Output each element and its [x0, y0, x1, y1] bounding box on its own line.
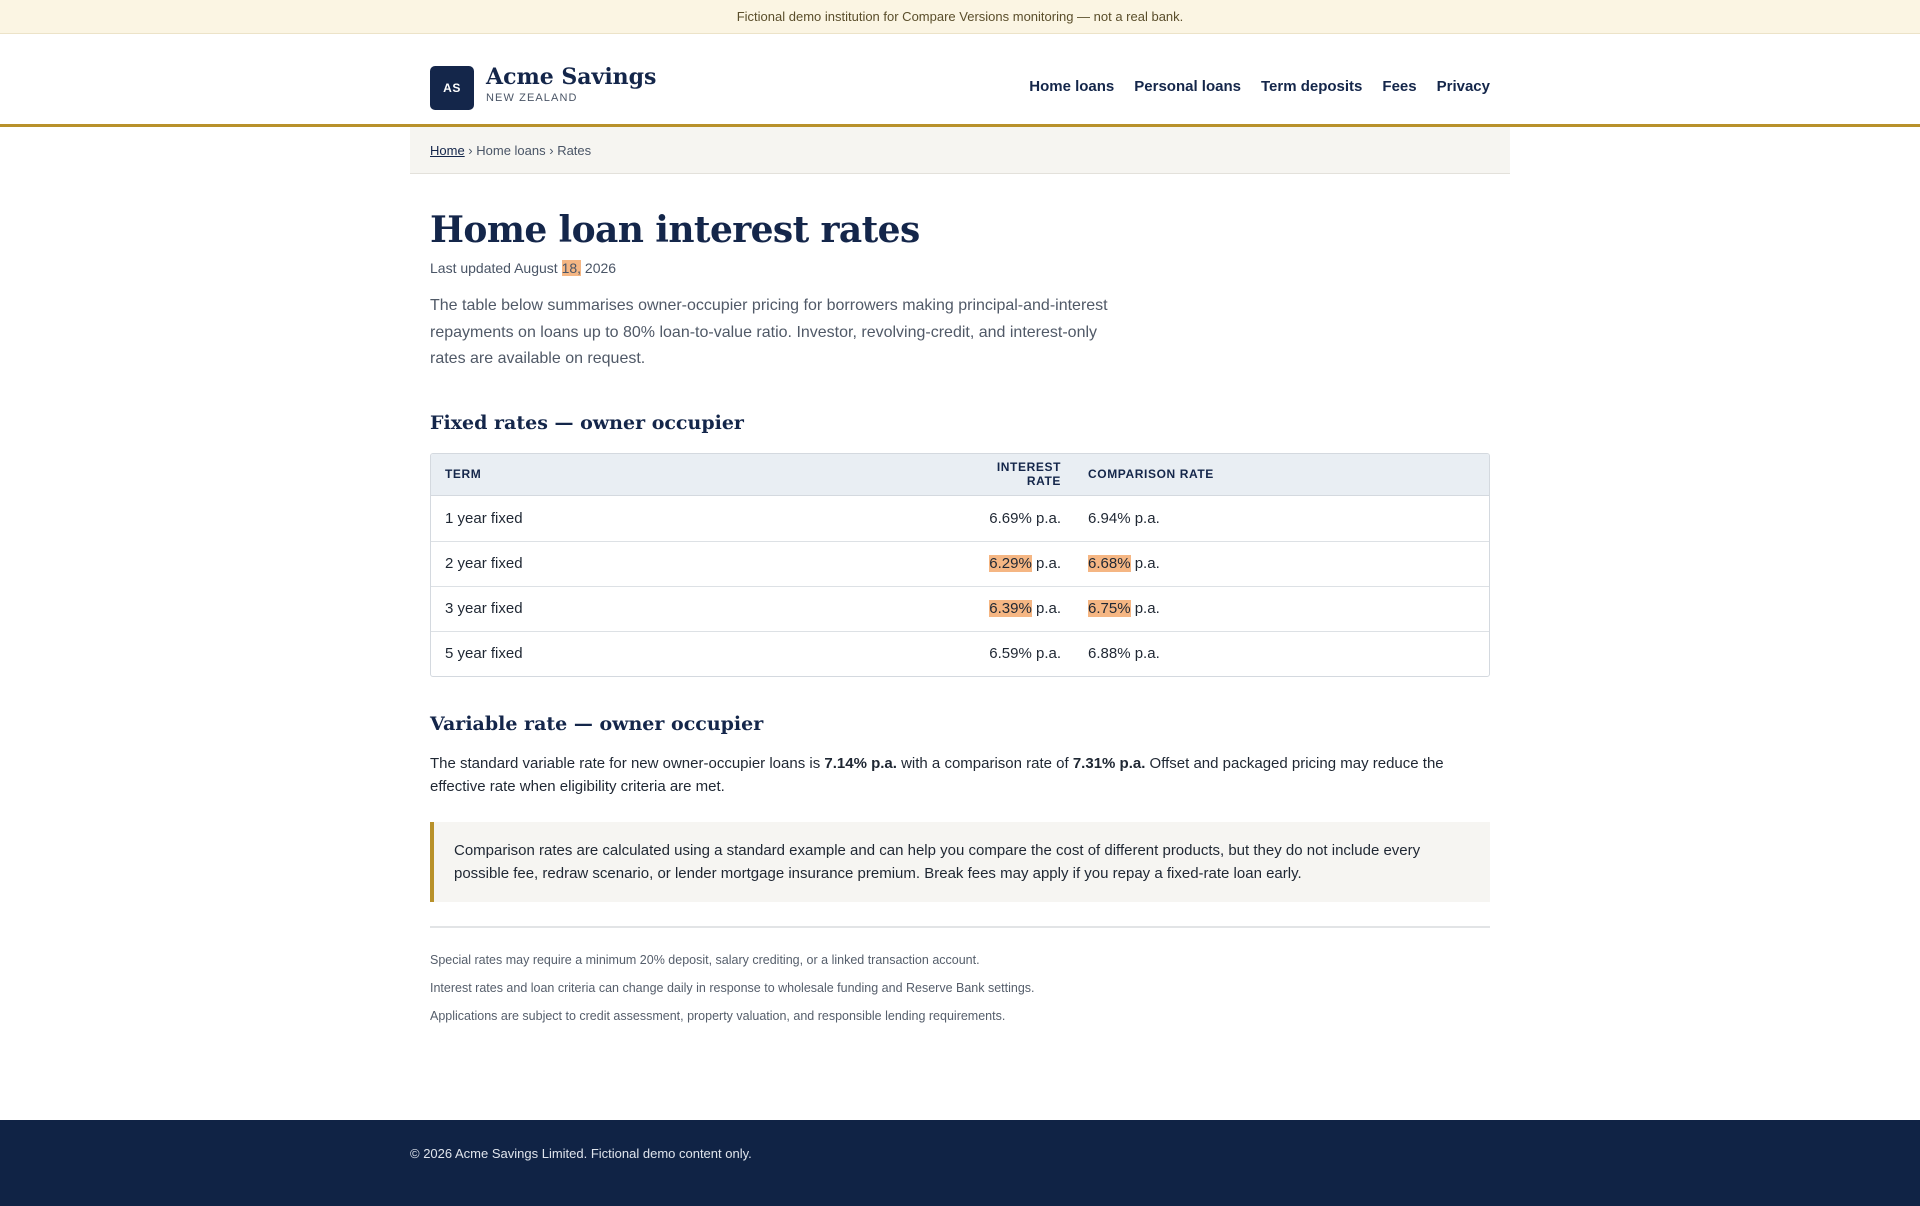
last-updated-prefix: Last updated August	[430, 260, 562, 276]
rate-suffix: p.a.	[1031, 645, 1061, 662]
interest-rate-value: 6.29%	[989, 555, 1032, 572]
interest-rate-value: 6.39%	[989, 600, 1032, 617]
fine-print-item: Special rates may require a minimum 20% deposit, salary crediting, or a linked transaction account.	[430, 952, 980, 967]
site-header	[0, 34, 1920, 127]
term-cell: 5 year fixed	[445, 645, 523, 662]
rate-suffix: p.a.	[1031, 600, 1061, 617]
breadcrumb-home-loans: Home loans	[476, 143, 546, 158]
term-cell: 1 year fixed	[445, 509, 523, 527]
comparison-rate-value: 6.75%	[1088, 600, 1131, 617]
table-row	[431, 496, 1489, 541]
rate-suffix: p.a.	[1130, 645, 1160, 662]
variable-comparison-value: 7.31% p.a.	[1072, 754, 1146, 772]
interest-rate-cell	[961, 600, 1061, 617]
brand-subtitle: NEW ZEALAND	[486, 92, 578, 104]
demo-banner	[0, 0, 1920, 34]
variable-rate-value: 7.14% p.a.	[824, 754, 897, 772]
divider	[430, 926, 1490, 928]
term-cell: 2 year fixed	[445, 555, 523, 572]
table-header-row	[431, 454, 1489, 496]
brand[interactable]	[486, 64, 656, 104]
variable-text-2: with a comparison rate of	[896, 754, 1073, 772]
last-updated-day: 18,	[561, 260, 582, 276]
column-header-term: TERM	[445, 467, 482, 481]
rate-suffix: p.a.	[1130, 600, 1160, 617]
fine-print	[430, 946, 1490, 1030]
breadcrumb-bar	[410, 127, 1510, 174]
demo-banner-text: Fictional demo institution for Compare Versions monitoring — not a real bank.	[736, 9, 1184, 24]
breadcrumb-current: Rates	[557, 143, 592, 158]
nav-personal-loans[interactable]: Personal loans	[1134, 78, 1241, 95]
fine-print-item: Applications are subject to credit assessment, property valuation, and responsible lending requirements.	[430, 1008, 1006, 1023]
comparison-rate-note: Comparison rates are calculated using a standard example and can help you compare the cost of different products, but they do not include every possible fee, redraw scenario, or lender mortgage insurance premium. Break fees may apply if you repay a fixed-rate loan early.	[430, 822, 1490, 902]
comparison-rate-cell	[1061, 600, 1489, 617]
rate-suffix: p.a.	[1031, 555, 1061, 572]
intro-paragraph: The table below summarises owner-occupier pricing for borrowers making principal-and-interest repayments on loans up to 80% loan-to-value ratio. Investor, revolving-credit, and interest-only rates are available on request.	[430, 297, 1108, 367]
breadcrumb-separator: ›	[545, 143, 558, 158]
nav-fees[interactable]: Fees	[1382, 78, 1417, 95]
interest-rate-cell	[961, 555, 1061, 572]
footer-text: © 2026 Acme Savings Limited. Fictional demo content only.	[410, 1146, 752, 1161]
column-header-interest-rate: INTEREST RATE	[996, 460, 1061, 488]
interest-rate-value: 6.59%	[989, 645, 1032, 662]
comparison-rate-cell	[1061, 555, 1489, 572]
breadcrumb-separator: ›	[464, 143, 477, 158]
fixed-rates-table	[430, 453, 1490, 677]
variable-text-3: Offset and packaged pricing may reduce the effective rate when eligibility criteria are met.	[430, 754, 1444, 795]
interest-rate-cell	[961, 645, 1061, 662]
interest-rate-value: 6.69%	[989, 509, 1032, 527]
term-cell: 3 year fixed	[445, 600, 523, 617]
brand-name: Acme Savings	[486, 64, 657, 90]
nav-term-deposits[interactable]: Term deposits	[1260, 78, 1363, 95]
site-footer	[0, 1120, 1920, 1206]
comparison-rate-cell	[1061, 510, 1489, 527]
fixed-rates-heading: Fixed rates — owner occupier	[430, 411, 744, 434]
table-row	[431, 631, 1489, 676]
page-title: Home loan interest rates	[430, 209, 920, 251]
nav-home-loans[interactable]: Home loans	[1029, 78, 1115, 95]
comparison-rate-value: 6.68%	[1088, 555, 1131, 572]
nav-privacy[interactable]: Privacy	[1436, 78, 1490, 95]
comparison-rate-cell	[1061, 645, 1489, 662]
table-row	[431, 586, 1489, 631]
main-content	[430, 174, 1490, 1030]
variable-rate-heading: Variable rate — owner occupier	[430, 712, 764, 735]
rate-suffix: p.a.	[1130, 555, 1160, 572]
comparison-rate-value: 6.94%	[1088, 509, 1131, 527]
main-nav	[1029, 78, 1490, 95]
column-header-comparison-rate: COMPARISON RATE	[1088, 467, 1214, 481]
table-row	[431, 541, 1489, 586]
breadcrumb-home[interactable]: Home	[430, 143, 465, 158]
variable-text-1: The standard variable rate for new owner-occupier loans is	[430, 754, 825, 772]
interest-rate-cell	[961, 510, 1061, 527]
last-updated-year: 2026	[581, 260, 617, 276]
comparison-rate-value: 6.88%	[1088, 645, 1131, 662]
rate-suffix: p.a.	[1031, 509, 1061, 527]
fine-print-item: Interest rates and loan criteria can change daily in response to wholesale funding and Reserve Bank settings.	[430, 980, 1035, 995]
breadcrumb	[410, 127, 1510, 174]
last-updated	[430, 260, 1490, 276]
logo-badge[interactable]: AS	[430, 66, 474, 110]
rate-suffix: p.a.	[1130, 509, 1160, 527]
variable-rate-paragraph	[430, 752, 1490, 798]
